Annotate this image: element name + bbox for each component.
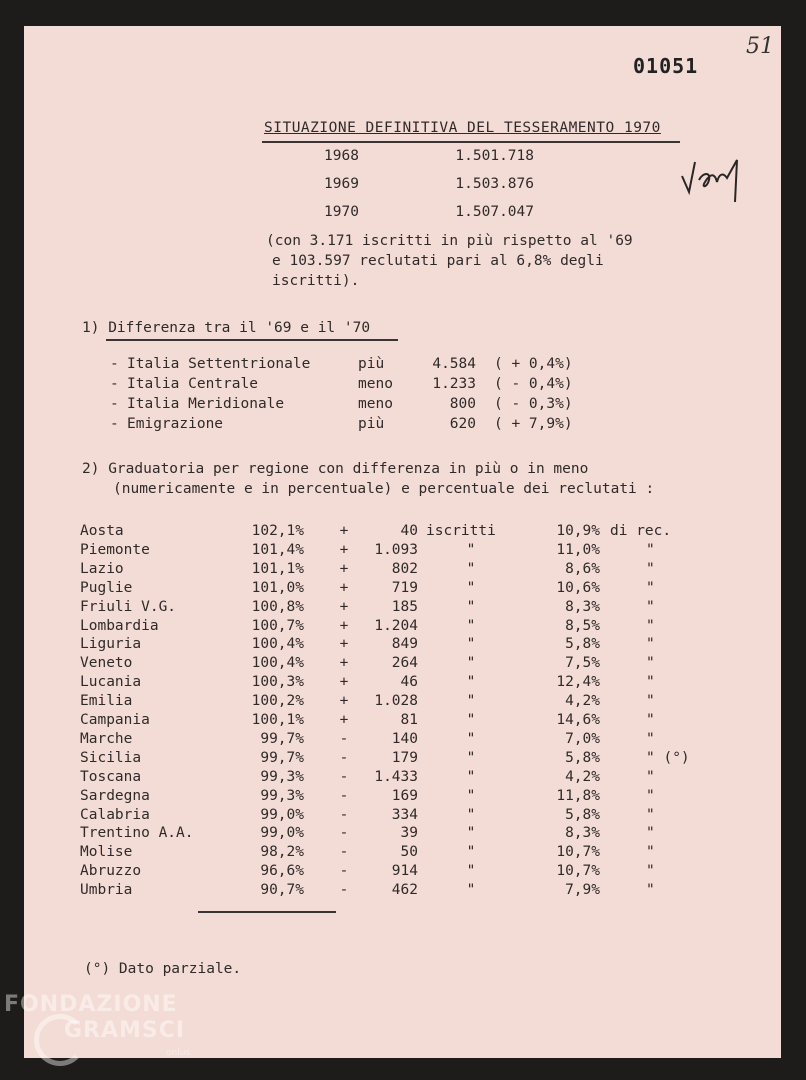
- section1-underline: [106, 339, 398, 341]
- region-sign: -: [339, 806, 349, 823]
- region-row: [24, 693, 781, 712]
- area-direction: più: [358, 356, 385, 372]
- region-row: [24, 769, 781, 788]
- region-note: ": [646, 882, 655, 899]
- document-page: [24, 26, 781, 1058]
- note-line: iscritti).: [272, 273, 360, 289]
- area-percentage: ( + 7,9%): [494, 416, 573, 432]
- region-percentage: 99,0%: [260, 825, 304, 842]
- year-row: [24, 148, 781, 167]
- region-name: Sardegna: [80, 787, 150, 804]
- area-dash: -: [110, 396, 119, 412]
- region-recruited-pct: 8,3%: [565, 598, 600, 615]
- region-recruited-pct: 14,6%: [556, 712, 600, 728]
- region-unit: iscritti: [426, 523, 496, 539]
- region-row: [24, 523, 781, 542]
- region-name: Lombardia: [80, 617, 159, 634]
- region-unit: ": [466, 749, 476, 766]
- region-note: di rec.: [610, 523, 672, 539]
- region-recruited-pct: 10,6%: [556, 579, 600, 596]
- region-percentage: 100,3%: [251, 674, 304, 691]
- year-label: 1969: [324, 176, 359, 192]
- region-difference: 849: [391, 636, 418, 653]
- region-percentage: 100,8%: [251, 598, 304, 615]
- note-line: e 103.597 reclutati pari al 6,8% degli: [272, 253, 604, 269]
- region-difference: 40: [400, 523, 418, 539]
- region-sign: +: [339, 579, 349, 596]
- region-row: [24, 636, 781, 655]
- region-row: [24, 844, 781, 863]
- year-total: 1.507.047: [455, 204, 534, 220]
- area-name: Italia Meridionale: [127, 396, 285, 412]
- section2-heading-line2: (numericamente e in percentuale) e percentuale dei reclutati :: [113, 481, 655, 497]
- area-direction: più: [358, 416, 385, 432]
- region-sign: +: [339, 617, 349, 634]
- region-recruited-pct: 8,6%: [565, 560, 600, 577]
- region-row: [24, 825, 781, 844]
- region-difference: 264: [391, 655, 418, 672]
- region-unit: ": [466, 730, 476, 747]
- note-line: (con 3.171 iscritti in più rispetto al '69: [266, 233, 633, 249]
- area-direction: meno: [358, 396, 393, 412]
- region-row: [24, 674, 781, 693]
- region-percentage: 99,3%: [260, 787, 304, 804]
- region-name: Trentino A.A.: [80, 825, 194, 842]
- region-name: Toscana: [80, 768, 142, 785]
- region-unit: ": [466, 825, 476, 842]
- region-row: [24, 655, 781, 674]
- region-sign: -: [339, 882, 349, 899]
- region-note: ": [646, 712, 655, 728]
- region-difference: 462: [391, 882, 418, 899]
- region-recruited-pct: 11,0%: [556, 541, 600, 558]
- region-percentage: 100,1%: [251, 712, 304, 728]
- region-unit: ": [466, 598, 476, 615]
- area-row: [24, 416, 781, 435]
- region-unit: ": [466, 844, 476, 861]
- area-percentage: ( + 0,4%): [494, 356, 573, 372]
- region-row: [24, 561, 781, 580]
- region-unit: ": [466, 882, 476, 899]
- area-row: [24, 356, 781, 375]
- area-row: [24, 376, 781, 395]
- region-difference: 914: [391, 863, 418, 880]
- region-note: ": [646, 598, 655, 615]
- region-note: ": [646, 674, 655, 691]
- region-recruited-pct: 10,7%: [556, 844, 600, 861]
- region-difference: 50: [400, 844, 418, 861]
- region-sign: +: [339, 560, 349, 577]
- region-sign: -: [339, 730, 349, 747]
- year-row: [24, 204, 781, 223]
- region-difference: 46: [400, 674, 418, 691]
- area-name: Emigrazione: [127, 416, 224, 432]
- region-name: Veneto: [80, 655, 133, 672]
- region-name: Campania: [80, 712, 150, 728]
- region-sign: -: [339, 825, 349, 842]
- area-percentage: ( - 0,4%): [494, 376, 573, 392]
- region-note: ": [646, 768, 655, 785]
- region-recruited-pct: 10,7%: [556, 863, 600, 880]
- region-name: Liguria: [80, 636, 142, 653]
- region-sign: +: [339, 693, 349, 710]
- region-unit: ": [466, 787, 476, 804]
- section2-heading-line1: 2) Graduatoria per regione con differenza in più o in meno: [82, 461, 589, 477]
- region-recruited-pct: 11,8%: [556, 787, 600, 804]
- area-name: Italia Centrale: [127, 376, 258, 392]
- area-percentage: ( - 0,3%): [494, 396, 573, 412]
- region-note: ": [646, 617, 655, 634]
- region-difference: 334: [391, 806, 418, 823]
- region-unit: ": [466, 560, 476, 577]
- region-recruited-pct: 7,0%: [565, 730, 600, 747]
- region-percentage: 101,0%: [251, 579, 304, 596]
- document-title: SITUAZIONE DEFINITIVA DEL TESSERAMENTO 1970: [264, 120, 661, 136]
- region-name: Umbria: [80, 882, 133, 899]
- region-sign: -: [339, 768, 349, 785]
- region-recruited-pct: 10,9%: [556, 523, 600, 539]
- footnote: (°) Dato parziale.: [84, 961, 242, 977]
- region-unit: ": [466, 806, 476, 823]
- region-difference: 140: [391, 730, 418, 747]
- region-percentage: 101,1%: [251, 560, 304, 577]
- title-double-underline: [262, 141, 680, 143]
- region-sign: -: [339, 863, 349, 880]
- year-total: 1.501.718: [455, 148, 534, 164]
- region-row: [24, 599, 781, 618]
- region-percentage: 99,7%: [260, 749, 304, 766]
- region-name: Abruzzo: [80, 863, 142, 880]
- region-note: ": [646, 541, 655, 558]
- area-dash: -: [110, 376, 119, 392]
- region-unit: ": [466, 863, 476, 880]
- region-percentage: 100,2%: [251, 693, 304, 710]
- region-note: ": [646, 579, 655, 596]
- region-note: ": [646, 730, 655, 747]
- region-row: [24, 807, 781, 826]
- region-sign: +: [339, 712, 349, 728]
- region-note: ": [646, 636, 655, 653]
- region-recruited-pct: 12,4%: [556, 674, 600, 691]
- region-unit: ": [466, 768, 476, 785]
- region-recruited-pct: 4,2%: [565, 693, 600, 710]
- total-separator-line: [198, 911, 336, 913]
- region-name: Puglie: [80, 579, 133, 596]
- region-note: ": [646, 693, 655, 710]
- region-sign: +: [339, 541, 349, 558]
- region-name: Friuli V.G.: [80, 598, 177, 615]
- region-sign: -: [339, 844, 349, 861]
- region-difference: 81: [400, 712, 418, 728]
- region-note: ": [646, 825, 655, 842]
- region-percentage: 99,0%: [260, 806, 304, 823]
- region-unit: ": [466, 674, 476, 691]
- region-sign: +: [339, 636, 349, 653]
- watermark-line1: FONDAZIONE: [4, 992, 178, 1017]
- area-dash: -: [110, 416, 119, 432]
- section1-heading: 1) Differenza tra il '69 e il '70: [82, 320, 371, 336]
- region-note: " (°): [646, 749, 690, 766]
- region-sign: +: [339, 655, 349, 672]
- year-label: 1968: [324, 148, 359, 164]
- region-unit: ": [466, 693, 476, 710]
- region-name: Aosta: [80, 523, 124, 539]
- region-row: [24, 863, 781, 882]
- area-difference: 4.584: [432, 356, 476, 372]
- region-difference: 1.204: [374, 617, 418, 634]
- region-recruited-pct: 5,8%: [565, 749, 600, 766]
- area-difference: 620: [449, 416, 476, 432]
- region-note: ": [646, 787, 655, 804]
- region-name: Marche: [80, 730, 133, 747]
- watermark-line2: GRAMSCI: [64, 1018, 186, 1043]
- region-percentage: 100,4%: [251, 636, 304, 653]
- region-difference: 719: [391, 579, 418, 596]
- region-sign: -: [339, 749, 349, 766]
- region-note: ": [646, 844, 655, 861]
- area-difference: 1.233: [432, 376, 476, 392]
- region-note: ": [646, 806, 655, 823]
- region-name: Piemonte: [80, 541, 150, 558]
- region-sign: +: [339, 674, 349, 691]
- region-recruited-pct: 8,5%: [565, 617, 600, 634]
- region-difference: 1.093: [374, 541, 418, 558]
- document-number: 01051: [633, 54, 699, 78]
- area-row: [24, 396, 781, 415]
- region-note: ": [646, 655, 655, 672]
- region-name: Molise: [80, 844, 133, 861]
- region-percentage: 99,7%: [260, 730, 304, 747]
- region-note: ": [646, 863, 655, 880]
- year-label: 1970: [324, 204, 359, 220]
- region-row: [24, 580, 781, 599]
- region-recruited-pct: 4,2%: [565, 768, 600, 785]
- region-sign: -: [339, 787, 349, 804]
- region-difference: 1.433: [374, 768, 418, 785]
- region-row: [24, 750, 781, 769]
- region-unit: ": [466, 636, 476, 653]
- region-name: Lazio: [80, 560, 124, 577]
- region-percentage: 99,3%: [260, 768, 304, 785]
- region-recruited-pct: 5,8%: [565, 806, 600, 823]
- region-sign: +: [339, 523, 349, 539]
- region-row: [24, 618, 781, 637]
- region-unit: ": [466, 712, 476, 728]
- year-row: [24, 176, 781, 195]
- region-row: [24, 882, 781, 901]
- area-direction: meno: [358, 376, 393, 392]
- region-row: [24, 542, 781, 561]
- region-percentage: 100,4%: [251, 655, 304, 672]
- watermark-line3: onlus: [166, 1048, 191, 1058]
- region-row: [24, 731, 781, 750]
- region-percentage: 98,2%: [260, 844, 304, 861]
- region-percentage: 100,7%: [251, 617, 304, 634]
- region-percentage: 102,1%: [251, 523, 304, 539]
- region-unit: ": [466, 655, 476, 672]
- region-recruited-pct: 7,5%: [565, 655, 600, 672]
- handwritten-page-mark: 51: [746, 34, 774, 59]
- region-recruited-pct: 5,8%: [565, 636, 600, 653]
- region-row: [24, 788, 781, 807]
- region-recruited-pct: 7,9%: [565, 882, 600, 899]
- area-name: Italia Settentrionale: [127, 356, 311, 372]
- region-difference: 179: [391, 749, 418, 766]
- region-difference: 169: [391, 787, 418, 804]
- region-unit: ": [466, 541, 476, 558]
- fondazione-gramsci-watermark: [4, 992, 214, 1072]
- region-difference: 39: [400, 825, 418, 842]
- region-difference: 802: [391, 560, 418, 577]
- year-total: 1.503.876: [455, 176, 534, 192]
- area-dash: -: [110, 356, 119, 372]
- region-note: ": [646, 560, 655, 577]
- region-difference: 185: [391, 598, 418, 615]
- region-difference: 1.028: [374, 693, 418, 710]
- region-percentage: 101,4%: [251, 541, 304, 558]
- region-percentage: 96,6%: [260, 863, 304, 880]
- region-recruited-pct: 8,3%: [565, 825, 600, 842]
- region-unit: ": [466, 579, 476, 596]
- region-row: [24, 712, 781, 731]
- region-sign: +: [339, 598, 349, 615]
- region-name: Emilia: [80, 693, 133, 710]
- region-name: Sicilia: [80, 749, 142, 766]
- region-unit: ": [466, 617, 476, 634]
- region-name: Calabria: [80, 806, 150, 823]
- area-difference: 800: [449, 396, 476, 412]
- region-name: Lucania: [80, 674, 142, 691]
- region-percentage: 90,7%: [260, 882, 304, 899]
